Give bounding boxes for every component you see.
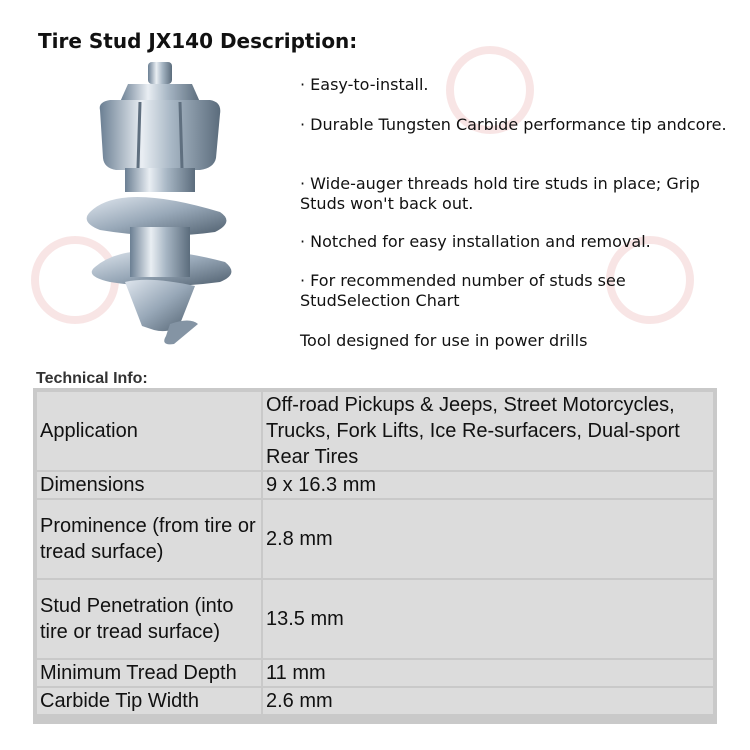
spec-name: Minimum Tread Depth bbox=[36, 659, 262, 687]
technical-info-table bbox=[35, 390, 715, 716]
feature-item: · Notched for easy installation and removal. bbox=[300, 232, 651, 251]
spec-value: 11 mm bbox=[262, 659, 714, 687]
page-title: Tire Stud JX140 Description: bbox=[38, 29, 358, 53]
spec-name: Carbide Tip Width bbox=[36, 687, 262, 715]
spec-value: Off-road Pickups & Jeeps, Street Motorcycles, Trucks, Fork Lifts, Ice Re-surfacers, Dual-sport Rear Tires bbox=[262, 391, 714, 471]
table-row bbox=[36, 499, 714, 579]
spec-name: Dimensions bbox=[36, 471, 262, 499]
table-row bbox=[36, 391, 714, 471]
spec-name: Application bbox=[36, 391, 262, 471]
feature-item: · For recommended number of studs see StudSelection Chart bbox=[300, 271, 626, 310]
tire-stud-image bbox=[70, 62, 250, 347]
spec-name: Stud Penetration (into tire or tread surface) bbox=[36, 579, 262, 659]
spec-value: 2.8 mm bbox=[262, 499, 714, 579]
spec-value: 2.6 mm bbox=[262, 687, 714, 715]
feature-item: · Easy-to-install. bbox=[300, 75, 429, 94]
table-row bbox=[36, 687, 714, 715]
technical-info-table-container bbox=[33, 388, 717, 724]
spec-value: 13.5 mm bbox=[262, 579, 714, 659]
technical-info-heading: Technical Info: bbox=[36, 370, 148, 387]
table-row bbox=[36, 579, 714, 659]
feature-item: · Durable Tungsten Carbide performance tip andcore. bbox=[300, 115, 727, 134]
table-row bbox=[36, 471, 714, 499]
table-row bbox=[36, 659, 714, 687]
feature-item: Tool designed for use in power drills bbox=[300, 331, 588, 350]
feature-item: · Wide-auger threads hold tire studs in place; Grip Studs won't back out. bbox=[300, 174, 700, 213]
spec-value: 9 x 16.3 mm bbox=[262, 471, 714, 499]
spec-name: Prominence (from tire or tread surface) bbox=[36, 499, 262, 579]
